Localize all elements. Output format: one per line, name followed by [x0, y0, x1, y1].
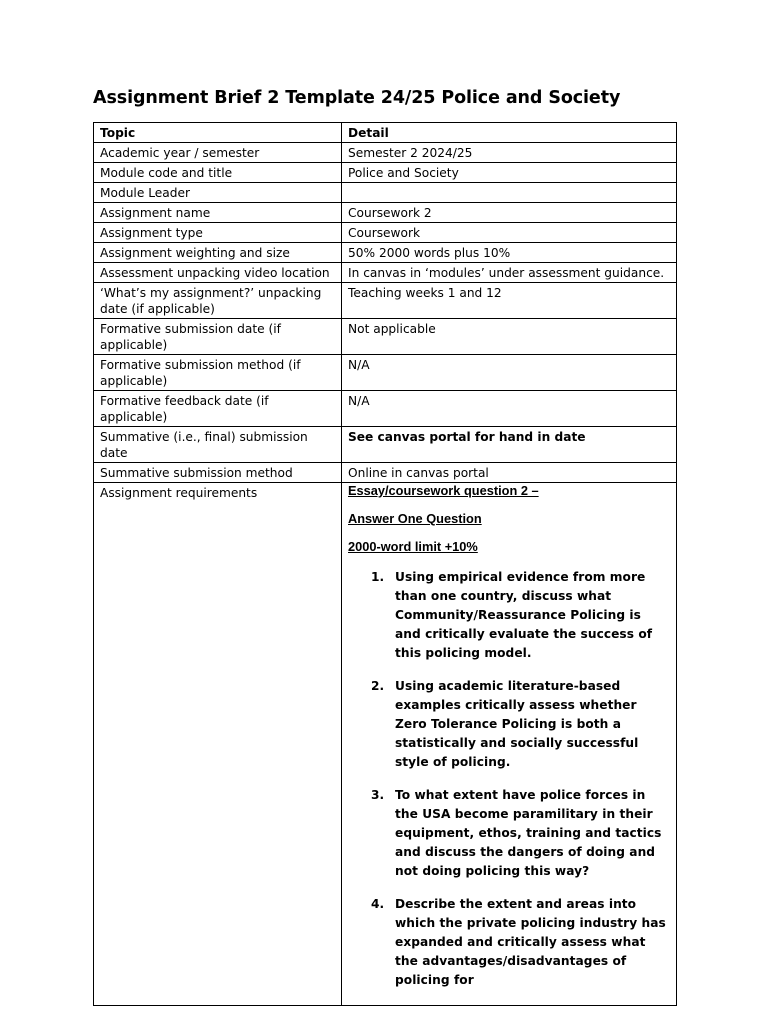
- answer-one-heading: Answer One Question: [348, 511, 482, 526]
- row-topic: Academic year / semester: [94, 143, 342, 163]
- table-row: [94, 283, 677, 319]
- row-detail: Police and Society: [342, 163, 677, 183]
- list-item: [348, 568, 670, 663]
- row-detail: Not applicable: [342, 319, 677, 355]
- list-item: [348, 677, 670, 772]
- row-topic: Module code and title: [94, 163, 342, 183]
- question-list: [348, 568, 670, 990]
- row-detail: Coursework: [342, 223, 677, 243]
- row-detail: N/A: [342, 355, 677, 391]
- requirements-detail: [342, 483, 677, 1006]
- row-topic: Formative submission method (if applicable): [94, 355, 342, 391]
- row-detail: N/A: [342, 391, 677, 427]
- question-text: Describe the extent and areas into which the private policing industry has expanded and critically assess what the advantages/disadvantages of policing for: [395, 897, 666, 987]
- question-number: 2.: [371, 679, 385, 693]
- row-topic: Assignment weighting and size: [94, 243, 342, 263]
- table-row: [94, 143, 677, 163]
- row-detail: In canvas in ‘modules’ under assessment guidance.: [342, 263, 677, 283]
- row-topic: Summative submission method: [94, 463, 342, 483]
- row-detail: Online in canvas portal: [342, 463, 677, 483]
- table-row: [94, 243, 677, 263]
- row-topic: Summative (i.e., final) submission date: [94, 427, 342, 463]
- table-row: [94, 427, 677, 463]
- header-detail: Detail: [342, 123, 677, 143]
- row-detail: Semester 2 2024/25: [342, 143, 677, 163]
- table-row: [94, 463, 677, 483]
- table-row: [94, 355, 677, 391]
- table-row: [94, 391, 677, 427]
- row-detail: 50% 2000 words plus 10%: [342, 243, 677, 263]
- question-text: To what extent have police forces in the USA become paramilitary in their equipment, ethos, training and tactics and discuss the dangers of doing and not doing policing this way?: [395, 788, 662, 878]
- document-title: Assignment Brief 2 Template 24/25 Police and Society: [93, 88, 621, 108]
- row-topic: Formative submission date (if applicable): [94, 319, 342, 355]
- row-topic: Assignment type: [94, 223, 342, 243]
- assignment-brief-table: [93, 122, 677, 1006]
- row-topic: ‘What’s my assignment?’ unpacking date (if applicable): [94, 283, 342, 319]
- row-detail: Coursework 2: [342, 203, 677, 223]
- table-row: [94, 183, 677, 203]
- header-topic: Topic: [94, 123, 342, 143]
- row-topic: Assignment name: [94, 203, 342, 223]
- question-number: 4.: [371, 897, 385, 911]
- row-topic: Formative feedback date (if applicable): [94, 391, 342, 427]
- essay-question-heading: Essay/coursework question 2 –: [348, 483, 539, 498]
- table-row: [94, 223, 677, 243]
- question-number: 3.: [371, 788, 385, 802]
- table-header-row: [94, 123, 677, 143]
- row-topic: Module Leader: [94, 183, 342, 203]
- requirements-row: [94, 483, 677, 1006]
- question-text: Using academic literature-based examples critically assess whether Zero Tolerance Policing is both a statistically and socially successful style of policing.: [395, 679, 639, 769]
- row-topic: Assessment unpacking video location: [94, 263, 342, 283]
- list-item: [348, 895, 670, 990]
- row-detail: [342, 183, 677, 203]
- requirements-topic: Assignment requirements: [94, 483, 342, 1006]
- question-text: Using empirical evidence from more than one country, discuss what Community/Reassurance Policing is and critically evaluate the success of this policing model.: [395, 570, 653, 660]
- question-number: 1.: [371, 570, 385, 584]
- table-row: [94, 263, 677, 283]
- row-detail: Teaching weeks 1 and 12: [342, 283, 677, 319]
- row-detail: See canvas portal for hand in date: [342, 427, 677, 463]
- word-limit-heading: 2000-word limit +10%: [348, 539, 478, 554]
- table-row: [94, 319, 677, 355]
- table-row: [94, 163, 677, 183]
- list-item: [348, 786, 670, 881]
- table-row: [94, 203, 677, 223]
